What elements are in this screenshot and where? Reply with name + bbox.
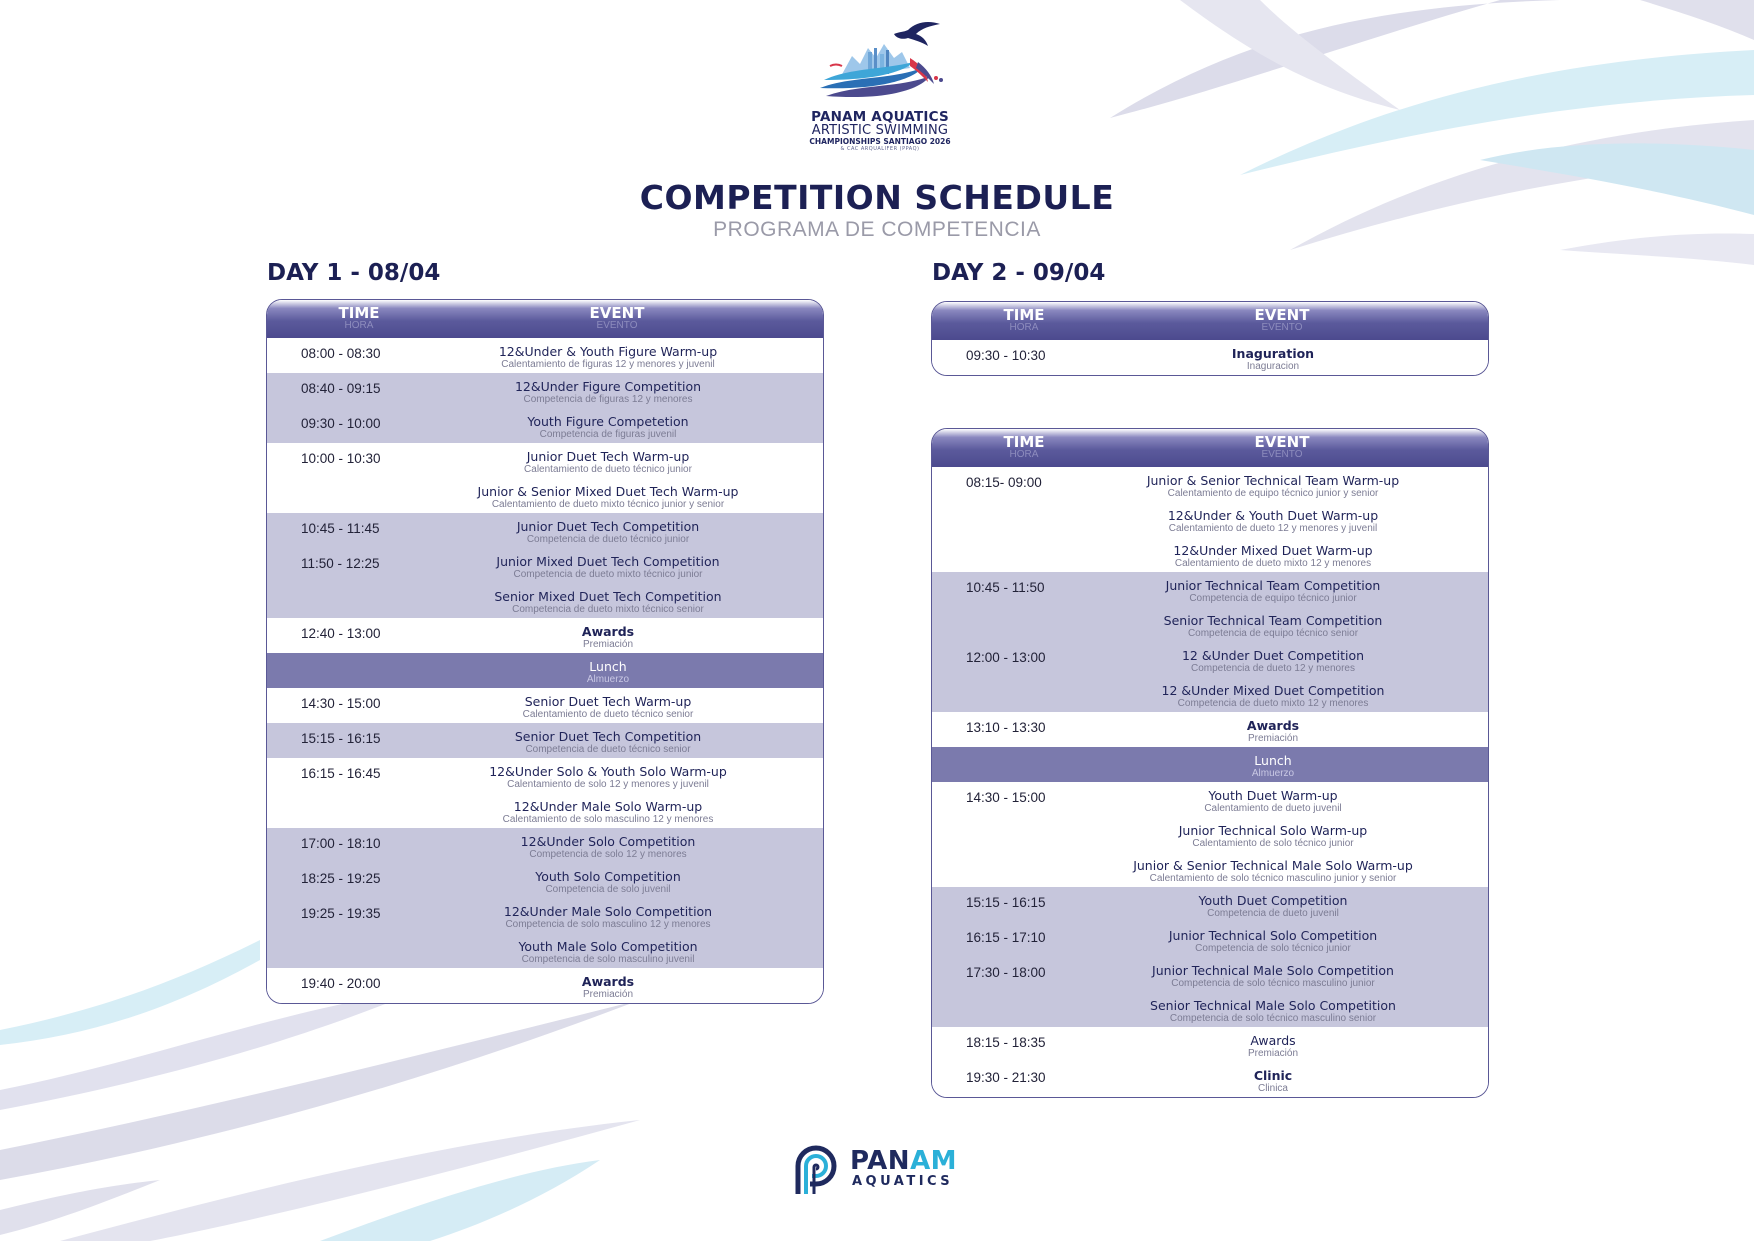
event-name-spanish: Calentamiento de dueto técnico senior <box>522 709 694 720</box>
event-header-label: EVENT <box>589 304 645 322</box>
schedule-row <box>932 572 1488 607</box>
event-name: Senior Duet Tech Warm-up <box>524 694 692 709</box>
event-name-spanish: Competencia de dueto mixto 12 y menores <box>1177 698 1369 709</box>
schedule-row <box>267 758 823 793</box>
day1-schedule-table <box>266 299 824 1004</box>
event-cell <box>407 625 809 650</box>
day2-schedule-table <box>931 428 1489 1098</box>
schedule-row <box>932 537 1488 572</box>
time-slot: 12:00 - 13:00 <box>966 650 1046 665</box>
event-header-label-es: EVENTO <box>1261 322 1303 333</box>
table-body <box>267 338 823 1003</box>
time-slot: 14:30 - 15:00 <box>301 696 381 711</box>
schedule-row <box>267 968 823 1003</box>
time-slot: 18:25 - 19:25 <box>301 871 381 886</box>
event-cell <box>407 765 809 790</box>
time-slot: 10:45 - 11:45 <box>301 521 380 536</box>
schedule-row <box>267 373 823 408</box>
event-name-spanish: Calentamiento de solo técnico masculino junior y senior <box>1149 873 1397 884</box>
event-cell <box>1072 347 1474 372</box>
day2-opening-table <box>931 301 1489 376</box>
event-logo-line4: & CAC ARQUALIFER (PPAQ) <box>840 146 920 152</box>
schedule-row <box>932 852 1488 887</box>
event-name: Awards <box>1246 718 1300 733</box>
event-cell <box>407 730 809 755</box>
schedule-row <box>932 957 1488 992</box>
schedule-row <box>932 992 1488 1027</box>
event-cell <box>1072 964 1474 989</box>
event-name-spanish: Premiación <box>1247 1048 1299 1059</box>
event-name: Junior Duet Tech Competition <box>516 519 700 534</box>
event-cell <box>1072 614 1474 639</box>
event-name: 12 &Under Duet Competition <box>1181 648 1365 663</box>
event-name: Junior Technical Solo Competition <box>1168 928 1378 943</box>
event-name: 12&Under Male Solo Competition <box>503 904 713 919</box>
table-header <box>932 429 1488 467</box>
time-slot: 08:00 - 08:30 <box>301 346 381 361</box>
event-header-label-es: EVENTO <box>596 320 638 331</box>
event-cell <box>407 555 809 580</box>
event-name-spanish: Competencia de equipo técnico senior <box>1187 628 1359 639</box>
event-header-label: EVENT <box>1254 433 1310 451</box>
event-cell <box>1072 999 1474 1024</box>
event-name-spanish: Calentamiento de solo masculino 12 y menores <box>502 814 714 825</box>
event-logo-line1: PANAM AQUATICS <box>811 109 949 125</box>
event-name-spanish: Calentamiento de dueto mixto técnico junior y senior <box>491 499 725 510</box>
event-name-spanish: Competencia de dueto técnico junior <box>526 534 690 545</box>
event-name: Junior & Senior Mixed Duet Tech Warm-up <box>477 484 739 499</box>
event-name-spanish: Calentamiento de dueto juvenil <box>1204 803 1342 814</box>
schedule-row <box>267 933 823 968</box>
time-column-header <box>313 305 405 331</box>
event-name-spanish: Inaguracion <box>1246 361 1300 372</box>
time-slot: 19:25 - 19:35 <box>301 906 381 921</box>
event-name-spanish: Competencia de equipo técnico junior <box>1189 593 1357 604</box>
event-name-spanish: Competencia de solo masculino 12 y menores <box>505 919 711 930</box>
time-slot: 15:15 - 16:15 <box>301 731 381 746</box>
event-name: Youth Male Solo Competition <box>518 939 698 954</box>
event-cell <box>1072 754 1474 779</box>
event-cell <box>1072 474 1474 499</box>
panam-p-mark-icon <box>792 1144 842 1196</box>
event-logo <box>790 18 970 158</box>
schedule-row <box>267 723 823 758</box>
schedule-row <box>267 618 823 653</box>
schedule-row <box>932 922 1488 957</box>
event-name-spanish: Calentamiento de figuras 12 y menores y juvenil <box>501 359 715 370</box>
time-slot: 17:00 - 18:10 <box>301 836 381 851</box>
event-name-spanish: Competencia de solo técnico masculino senior <box>1169 1013 1377 1024</box>
event-column-header <box>1182 434 1382 460</box>
table-body <box>932 340 1488 375</box>
time-slot: 18:15 - 18:35 <box>966 1035 1046 1050</box>
event-cell <box>407 975 809 1000</box>
time-header-label-es: HORA <box>344 320 374 331</box>
event-cell <box>407 870 809 895</box>
time-slot: 12:40 - 13:00 <box>301 626 381 641</box>
event-name: Junior Technical Solo Warm-up <box>1178 823 1368 838</box>
event-name-spanish: Competencia de dueto mixto técnico junior <box>513 569 703 580</box>
time-slot: 09:30 - 10:30 <box>966 348 1046 363</box>
page-subtitle: PROGRAMA DE COMPETENCIA <box>713 218 1041 241</box>
event-cell <box>1072 929 1474 954</box>
time-slot: 16:15 - 16:45 <box>301 766 381 781</box>
event-header-label: EVENT <box>1254 306 1310 324</box>
schedule-row <box>932 607 1488 642</box>
event-column-header <box>1182 307 1382 333</box>
event-name: Junior Technical Team Competition <box>1165 578 1381 593</box>
schedule-row <box>932 642 1488 677</box>
event-name-spanish: Competencia de solo masculino juvenil <box>521 954 695 965</box>
time-slot: 17:30 - 18:00 <box>966 965 1046 980</box>
event-name: 12&Under & Youth Figure Warm-up <box>498 344 718 359</box>
event-name: Senior Duet Tech Competition <box>514 729 702 744</box>
time-slot: 08:40 - 09:15 <box>301 381 381 396</box>
day1-title: DAY 1 - 08/04 <box>267 260 441 286</box>
event-column-header <box>517 305 717 331</box>
time-slot: 10:00 - 10:30 <box>301 451 381 466</box>
event-name-spanish: Premiación <box>1247 733 1299 744</box>
time-header-label: TIME <box>1003 306 1045 324</box>
time-slot: 19:40 - 20:00 <box>301 976 381 991</box>
panam-wordmark-pan: PAN <box>850 1146 911 1176</box>
schedule-row <box>267 548 823 583</box>
schedule-row <box>267 863 823 898</box>
event-cell <box>1072 649 1474 674</box>
time-slot: 09:30 - 10:00 <box>301 416 381 431</box>
event-cell <box>1072 824 1474 849</box>
event-cell <box>407 415 809 440</box>
schedule-row <box>267 338 823 373</box>
event-name-spanish: Competencia de figuras 12 y menores <box>523 394 693 405</box>
event-name: Inaguration <box>1231 346 1315 361</box>
schedule-row <box>267 443 823 478</box>
table-header <box>932 302 1488 340</box>
event-name-spanish: Clinica <box>1257 1083 1288 1094</box>
event-name: Senior Technical Team Competition <box>1163 613 1383 628</box>
event-name-spanish: Competencia de dueto 12 y menores <box>1191 663 1355 674</box>
event-cell <box>407 905 809 930</box>
lunch-break-row <box>932 747 1488 782</box>
schedule-row <box>267 583 823 618</box>
event-name: Awards <box>581 624 635 639</box>
day2-title: DAY 2 - 09/04 <box>932 260 1106 286</box>
time-header-label: TIME <box>338 304 380 322</box>
event-name-spanish: Competencia de dueto mixto técnico senior <box>512 604 704 615</box>
event-cell <box>407 485 809 510</box>
event-header-label-es: EVENTO <box>1261 449 1303 460</box>
event-cell <box>1072 1034 1474 1059</box>
event-name: Youth Figure Competetion <box>527 414 689 429</box>
lunch-break-row <box>267 653 823 688</box>
event-name: Senior Technical Male Solo Competition <box>1150 998 1396 1013</box>
event-cell <box>407 345 809 370</box>
schedule-row <box>267 793 823 828</box>
event-name-spanish: Almuerzo <box>1251 768 1295 779</box>
time-column-header <box>978 434 1070 460</box>
schedule-row <box>932 887 1488 922</box>
schedule-row <box>267 513 823 548</box>
event-name-spanish: Almuerzo <box>586 674 630 685</box>
event-cell <box>407 695 809 720</box>
time-column-header <box>978 307 1070 333</box>
event-name-spanish: Premiación <box>582 989 634 1000</box>
event-name: Lunch <box>589 659 627 674</box>
event-name: Junior & Senior Technical Male Solo Warm-up <box>1133 858 1413 873</box>
schedule-row <box>932 502 1488 537</box>
time-slot: 11:50 - 12:25 <box>301 556 380 571</box>
schedule-row <box>932 677 1488 712</box>
event-cell <box>407 380 809 405</box>
time-slot: 13:10 - 13:30 <box>966 720 1046 735</box>
event-name: Youth Solo Competition <box>535 869 681 884</box>
time-slot: 14:30 - 15:00 <box>966 790 1046 805</box>
event-cell <box>1072 509 1474 534</box>
event-name-spanish: Competencia de solo 12 y menores <box>529 849 687 860</box>
event-cell <box>407 450 809 475</box>
event-name: 12&Under Figure Competition <box>514 379 702 394</box>
event-name: Lunch <box>1254 753 1292 768</box>
event-name: Clinic <box>1253 1068 1293 1083</box>
event-cell <box>407 590 809 615</box>
event-cell <box>407 800 809 825</box>
event-name: Awards <box>1250 1033 1296 1048</box>
event-cell <box>407 835 809 860</box>
schedule-row <box>932 1062 1488 1097</box>
event-name-spanish: Competencia de solo técnico junior <box>1195 943 1351 954</box>
page-title: COMPETITION SCHEDULE <box>639 178 1115 217</box>
event-name: Junior Mixed Duet Tech Competition <box>496 554 720 569</box>
event-name: 12&Under Solo & Youth Solo Warm-up <box>489 764 727 779</box>
event-cell <box>1072 789 1474 814</box>
aquatics-wordmark: AQUATICS <box>852 1174 954 1189</box>
schedule-row <box>932 712 1488 747</box>
event-name-spanish: Competencia de figuras juvenil <box>539 429 677 440</box>
event-name-spanish: Calentamiento de dueto mixto 12 y menores <box>1174 558 1372 569</box>
table-body <box>932 467 1488 1097</box>
event-name-spanish: Competencia de solo técnico masculino junior <box>1171 978 1375 989</box>
event-name-spanish: Calentamiento de solo técnico junior <box>1192 838 1354 849</box>
event-name-spanish: Premiación <box>582 639 634 650</box>
time-header-label: TIME <box>1003 433 1045 451</box>
schedule-row <box>932 340 1488 375</box>
event-cell <box>1072 684 1474 709</box>
event-name: Senior Mixed Duet Tech Competition <box>494 589 722 604</box>
event-name: 12 &Under Mixed Duet Competition <box>1161 683 1385 698</box>
event-logo-line2: ARTISTIC SWIMMING <box>811 123 949 138</box>
event-name-spanish: Calentamiento de solo 12 y menores y juvenil <box>507 779 709 790</box>
event-cell <box>407 520 809 545</box>
event-logo-line3: CHAMPIONSHIPS SANTIAGO 2026 <box>809 137 951 146</box>
time-slot: 15:15 - 16:15 <box>966 895 1046 910</box>
event-cell <box>1072 544 1474 569</box>
schedule-row <box>932 782 1488 817</box>
event-cell <box>1072 579 1474 604</box>
schedule-row <box>267 898 823 933</box>
time-header-label-es: HORA <box>1009 449 1039 460</box>
table-header <box>267 300 823 338</box>
event-name: 12&Under Male Solo Warm-up <box>513 799 703 814</box>
event-name: Junior Duet Tech Warm-up <box>526 449 690 464</box>
time-slot: 08:15- 09:00 <box>966 475 1042 490</box>
event-name-spanish: Competencia de dueto juvenil <box>1207 908 1339 919</box>
event-name: Junior & Senior Technical Team Warm-up <box>1146 473 1400 488</box>
event-name: 12&Under Solo Competition <box>520 834 696 849</box>
event-cell <box>407 940 809 965</box>
panam-wordmark <box>850 1147 957 1175</box>
schedule-row <box>267 478 823 513</box>
schedule-row <box>932 1027 1488 1062</box>
schedule-row <box>932 817 1488 852</box>
event-cell <box>1072 1069 1474 1094</box>
event-name: 12&Under & Youth Duet Warm-up <box>1167 508 1379 523</box>
event-cell <box>1072 894 1474 919</box>
event-name-spanish: Competencia de solo juvenil <box>545 884 671 895</box>
schedule-row <box>267 408 823 443</box>
event-name: 12&Under Mixed Duet Warm-up <box>1173 543 1373 558</box>
event-name-spanish: Calentamiento de equipo técnico junior y senior <box>1167 488 1379 499</box>
time-slot: 10:45 - 11:50 <box>966 580 1045 595</box>
panam-wordmark-am: AM <box>910 1146 958 1176</box>
event-cell <box>407 660 809 685</box>
time-slot: 19:30 - 21:30 <box>966 1070 1046 1085</box>
time-slot: 16:15 - 17:10 <box>966 930 1046 945</box>
schedule-row <box>932 467 1488 502</box>
event-name-spanish: Calentamiento de dueto 12 y menores y juvenil <box>1168 523 1378 534</box>
event-name: Youth Duet Competition <box>1198 893 1348 908</box>
schedule-row <box>267 688 823 723</box>
event-cell <box>1072 719 1474 744</box>
time-header-label-es: HORA <box>1009 322 1039 333</box>
event-name: Youth Duet Warm-up <box>1208 788 1338 803</box>
event-name-spanish: Calentamiento de dueto técnico junior <box>524 464 692 475</box>
event-name: Awards <box>581 974 635 989</box>
event-cell <box>1072 859 1474 884</box>
condor-wave-emblem-icon <box>810 18 950 108</box>
event-name-spanish: Competencia de dueto técnico senior <box>525 744 691 755</box>
schedule-row <box>267 828 823 863</box>
event-name: Junior Technical Male Solo Competition <box>1152 963 1394 978</box>
